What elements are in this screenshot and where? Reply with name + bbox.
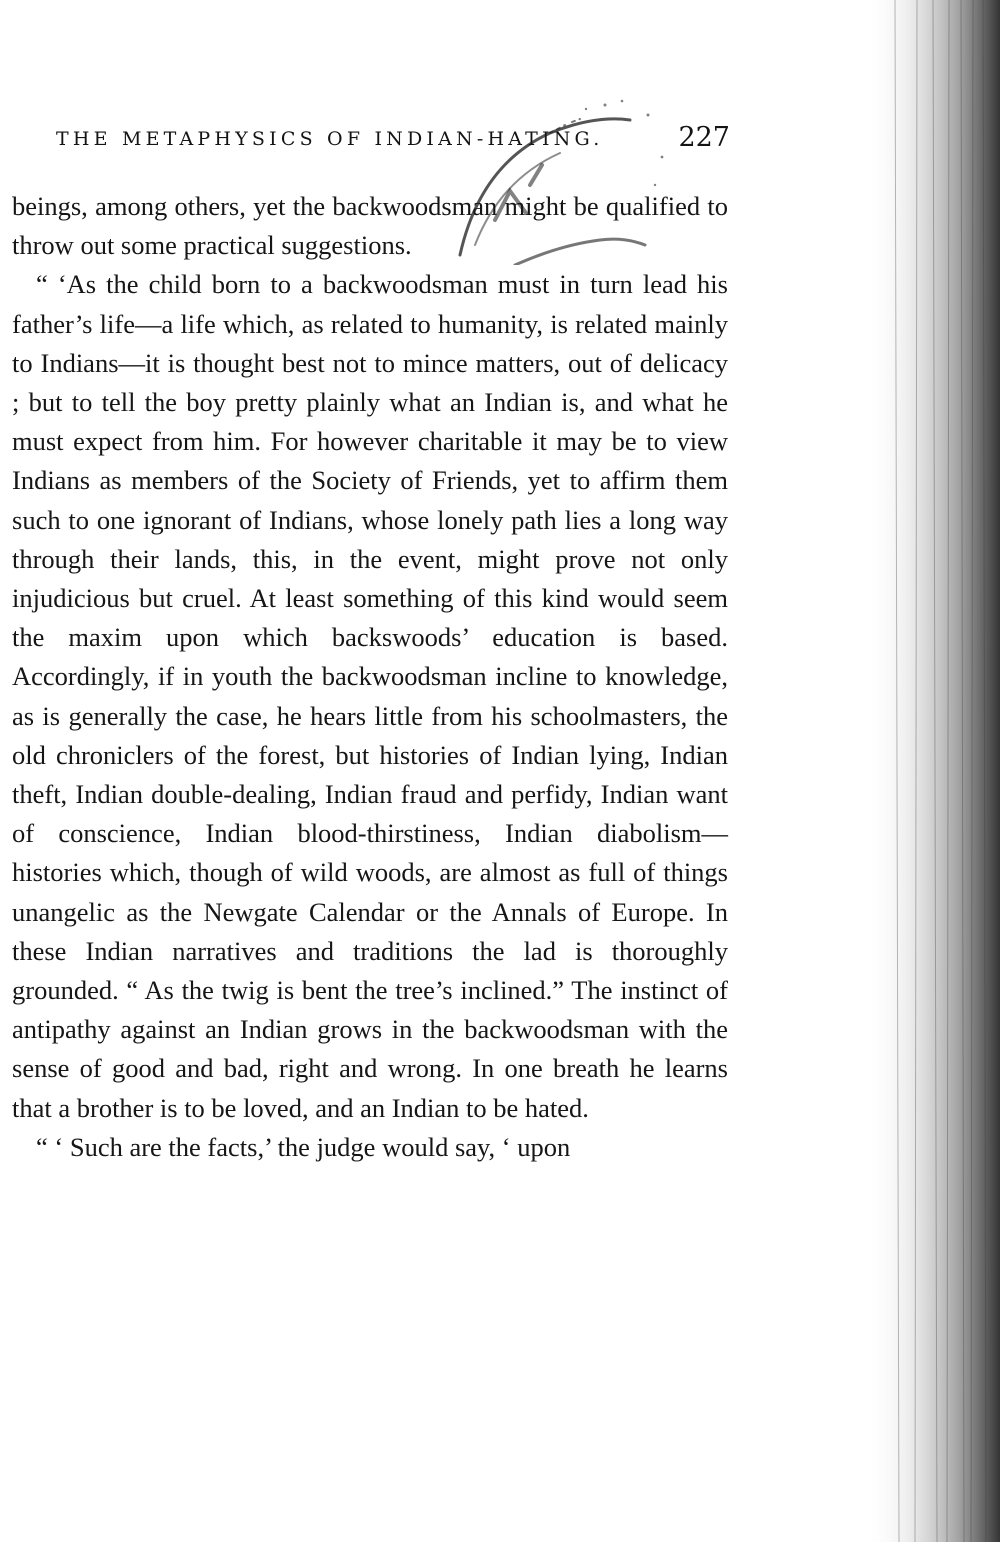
paragraph-continuation: beings, among others, yet the backwoodsman might be qualified to throw out some practical suggestions. [12,191,728,261]
running-title: THE METAPHYSICS OF INDIAN-HATING. [56,128,604,150]
text-body [12,187,728,1167]
paragraph-backwoods-education: “ ‘As the child born to a backwoodsman must in turn lead his father’s life—a life which, as related to humanity, is related mainly to Indians—it is thought best not to mince matters, out of delicacy ; but to tell the boy pretty plainly what an Indian is, and what he must expect from him. For however charitable it may be to view Indians as members of the Society of Friends, yet to affirm them such to one ignorant of Indians, whose lonely path lies a long way through their lands, this, in the event, might prove not only injudicious but cruel. At least something of this kind would seem the maxim upon which backswoods’ education is based. Accordingly, if in youth the backwoodsman incline to knowledge, as is generally the case, he hears little from his schoolmasters, the old chroniclers of the forest, but histories of Indian lying, Indian theft, Indian double-dealing, Indian fraud and perfidy, Indian want of conscience, Indian blood-thirstiness, Indian diabolism—histories which, though of wild woods, are almost as full of things unangelic as the Newgate Calendar or the Annals of Europe. In these Indian narratives and traditions the lad is thoroughly grounded. “ As the twig is bent the tree’s inclined.” The instinct of antipathy against an Indian grows in the backwoodsman with the sense of good and bad, right and wrong. In one breath he learns that a brother is to be loved, and an Indian to be hated. [12,269,728,1123]
paragraph-judge-quote: “ ‘ Such are the facts,’ the judge would say, ‘ upon [36,1131,571,1162]
page-edge-shadow [865,0,1000,1542]
page-number: 227 [678,122,730,153]
